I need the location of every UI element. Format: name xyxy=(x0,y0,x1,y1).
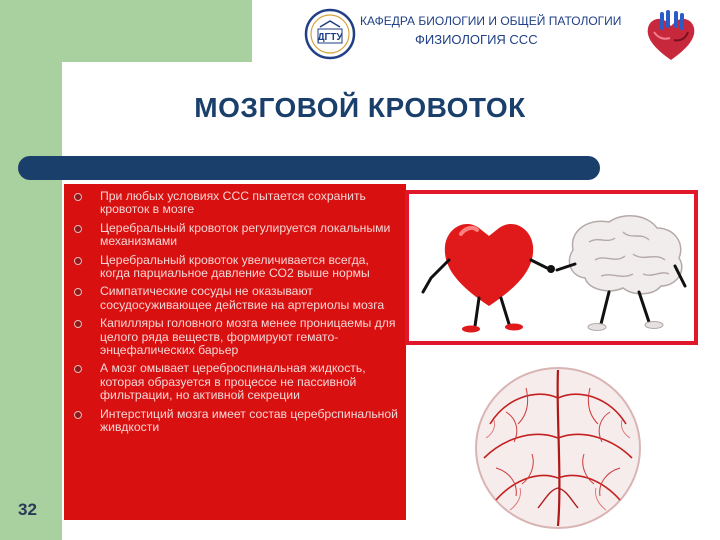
bullet-list xyxy=(64,190,406,440)
department-name: КАФЕДРА БИОЛОГИИ И ОБЩЕЙ ПАТОЛОГИИ xyxy=(360,14,622,28)
bullet-text: Церебральный кровоток увеличивается всегда, когда парциальное давление СО2 выше нормы xyxy=(100,252,370,281)
university-logo-icon xyxy=(304,8,356,60)
subject-name: ФИЗИОЛОГИЯ ССС xyxy=(415,32,538,47)
list-item xyxy=(64,254,406,281)
list-item xyxy=(64,317,406,357)
bullet-dot-icon xyxy=(74,411,82,419)
bullet-text: При любых условиях ССС пытается сохранить кровоток в мозге xyxy=(100,189,366,217)
green-top-corner xyxy=(62,0,252,62)
bullet-dot-icon xyxy=(74,193,82,201)
brain-vessels-illustration xyxy=(466,358,650,536)
bullet-text: Церебральный кровоток регулируется локальными механизмами xyxy=(100,220,391,249)
bullet-dot-icon xyxy=(74,257,82,265)
list-item xyxy=(64,190,406,217)
bullet-text: Интерстиций мозга имеет состав церебрспинальной живдкости xyxy=(100,406,398,435)
list-item xyxy=(64,222,406,249)
bullet-dot-icon xyxy=(74,288,82,296)
bullet-text: Симпатические сосуды не оказывают сосудосуживающее действие на артериолы мозга xyxy=(100,284,385,312)
illustration-frame xyxy=(405,190,698,345)
list-item xyxy=(64,285,406,312)
green-side-bar xyxy=(0,0,62,540)
bullet-dot-icon xyxy=(74,225,82,233)
slide-title: МОЗГОВОЙ КРОВОТОК xyxy=(194,92,526,123)
bullet-panel xyxy=(64,184,406,520)
heart-and-brain-illustration xyxy=(409,194,694,341)
logo-text: ДГТУ xyxy=(317,32,343,43)
title-divider-bar xyxy=(18,156,600,180)
list-item xyxy=(64,362,406,402)
slide-number: 32 xyxy=(18,500,37,519)
bullet-dot-icon xyxy=(74,320,82,328)
heart-anatomy-icon xyxy=(640,8,702,64)
list-item xyxy=(64,408,406,435)
bullet-dot-icon xyxy=(74,365,82,373)
bullet-text: А мозг омывает цереброспинальная жидкость, которая образуется в процессе не пассивной фильтрации, но активной секреции xyxy=(100,361,366,403)
bullet-text: Капилляры головного мозга менее проницаемы для целого ряда веществ, формируют гемато-энцефалических барьер xyxy=(100,316,396,358)
